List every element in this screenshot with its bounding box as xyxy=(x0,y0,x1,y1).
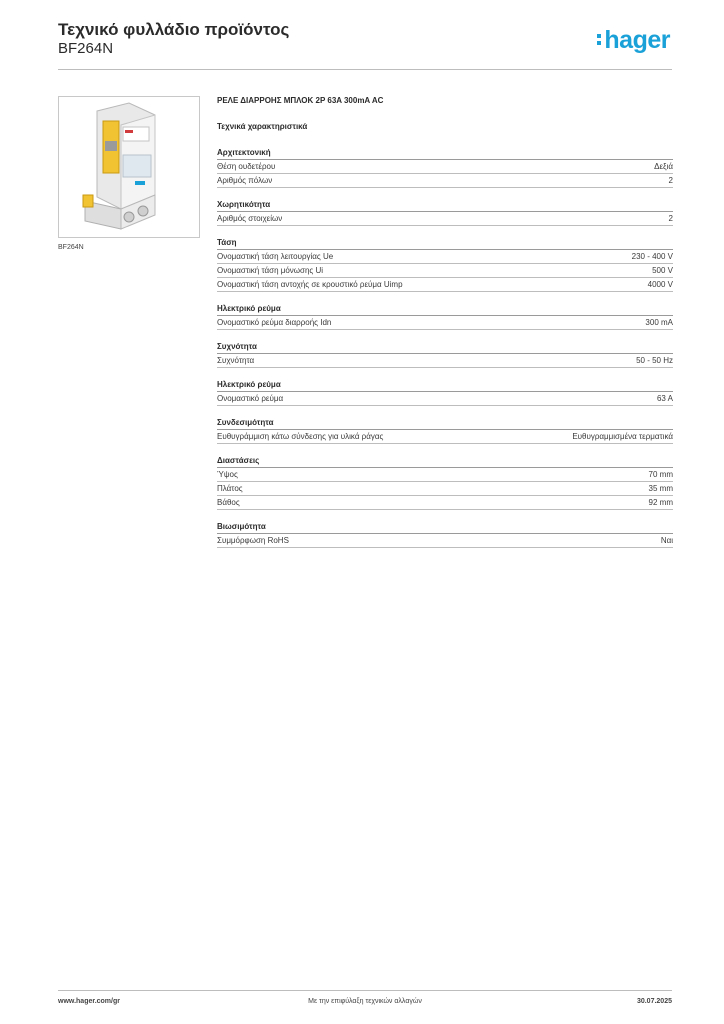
rcd-block-icon xyxy=(59,97,199,237)
spec-groups xyxy=(217,147,673,548)
spec-row xyxy=(217,534,673,548)
spec-value: 63 A xyxy=(656,394,673,403)
spec-value: 70 mm xyxy=(648,470,673,479)
spec-label: Ονομαστική τάση μόνωσης Ui xyxy=(217,266,324,275)
spec-group xyxy=(217,379,673,406)
footer-note: Με την επιφύλαξη τεχνικών αλλαγών xyxy=(308,998,422,1005)
spec-group-title: Βιωσιμότητα xyxy=(217,521,673,534)
spec-group xyxy=(217,199,673,226)
spec-value: 2 xyxy=(668,176,673,185)
spec-sheet xyxy=(217,96,673,548)
spec-row xyxy=(217,430,673,444)
spec-row xyxy=(217,264,673,278)
logo-dots-icon xyxy=(597,34,602,48)
image-caption: BF264N xyxy=(58,244,84,251)
spec-value: 2 xyxy=(668,214,673,223)
spec-value: 50 - 50 Hz xyxy=(636,356,673,365)
spec-label: Πλάτος xyxy=(217,484,243,493)
spec-group-title: Ηλεκτρικό ρεύμα xyxy=(217,303,673,316)
spec-row xyxy=(217,250,673,264)
spec-label: Ευθυγράμμιση κάτω σύνδεσης για υλικά ράγας xyxy=(217,432,384,441)
spec-group-title: Τάση xyxy=(217,237,673,250)
spec-label: Αριθμός στοιχείων xyxy=(217,214,283,223)
spec-group xyxy=(217,521,673,548)
spec-group xyxy=(217,237,673,292)
footer-date: 30.07.2025 xyxy=(636,998,672,1005)
spec-value: Δεξιά xyxy=(654,162,673,171)
spec-group xyxy=(217,341,673,368)
spec-label: Συμμόρφωση RoHS xyxy=(217,536,289,545)
spec-value: 92 mm xyxy=(648,498,673,507)
spec-row xyxy=(217,174,673,188)
spec-value: Ευθυγραμμισμένα τερματικά xyxy=(572,432,673,441)
spec-group-title: Ηλεκτρικό ρεύμα xyxy=(217,379,673,392)
spec-row xyxy=(217,160,673,174)
spec-value: Ναι xyxy=(660,536,673,545)
spec-label: Ονομαστικό ρεύμα διαρροής Idn xyxy=(217,318,332,327)
spec-group xyxy=(217,147,673,188)
product-code: BF264N xyxy=(58,40,114,57)
spec-row xyxy=(217,392,673,406)
spec-row xyxy=(217,482,673,496)
spec-row xyxy=(217,496,673,510)
logo-text: hager xyxy=(604,26,670,54)
spec-value: 4000 V xyxy=(647,280,673,289)
spec-row xyxy=(217,316,673,330)
spec-label: Θέση ουδετέρου xyxy=(217,162,276,171)
spec-group-title: Συχνότητα xyxy=(217,341,673,354)
product-name: ΡΕΛΕ ΔΙΑΡΡΟΗΣ ΜΠΛΟΚ 2P 63A 300mA AC xyxy=(217,96,384,105)
spec-group xyxy=(217,303,673,330)
product-photo xyxy=(58,96,200,238)
spec-value: 300 mA xyxy=(645,318,673,327)
spec-label: Ονομαστικό ρεύμα xyxy=(217,394,284,403)
spec-value: 500 V xyxy=(652,266,673,275)
spec-value: 35 mm xyxy=(648,484,673,493)
spec-group-title: Αρχιτεκτονική xyxy=(217,147,673,160)
spec-group xyxy=(217,417,673,444)
footer-divider xyxy=(58,990,672,991)
spec-row xyxy=(217,468,673,482)
page-header xyxy=(58,20,674,68)
spec-row xyxy=(217,354,673,368)
spec-row xyxy=(217,278,673,292)
hager-logo xyxy=(597,26,670,54)
spec-label: Ύψος xyxy=(217,470,238,479)
spec-label: Συχνότητα xyxy=(217,356,255,365)
spec-group xyxy=(217,455,673,510)
spec-label: Ονομαστική τάση αντοχής σε κρουστικό ρεύμα Uimp xyxy=(217,280,403,289)
section-heading: Τεχνικά χαρακτηριστικά xyxy=(217,122,308,131)
spec-label: Ονομαστική τάση λειτουργίας Ue xyxy=(217,252,334,261)
spec-label: Βάθος xyxy=(217,498,240,507)
header-divider xyxy=(58,69,672,70)
spec-group-title: Διαστάσεις xyxy=(217,455,673,468)
spec-group-title: Χωρητικότητα xyxy=(217,199,673,212)
footer-url[interactable]: www.hager.com/gr xyxy=(58,998,120,1005)
spec-row xyxy=(217,212,673,226)
spec-label: Αριθμός πόλων xyxy=(217,176,273,185)
spec-value: 230 - 400 V xyxy=(631,252,673,261)
spec-group-title: Συνδεσιμότητα xyxy=(217,417,673,430)
document-title: Τεχνικό φυλλάδιο προϊόντος xyxy=(58,20,290,39)
